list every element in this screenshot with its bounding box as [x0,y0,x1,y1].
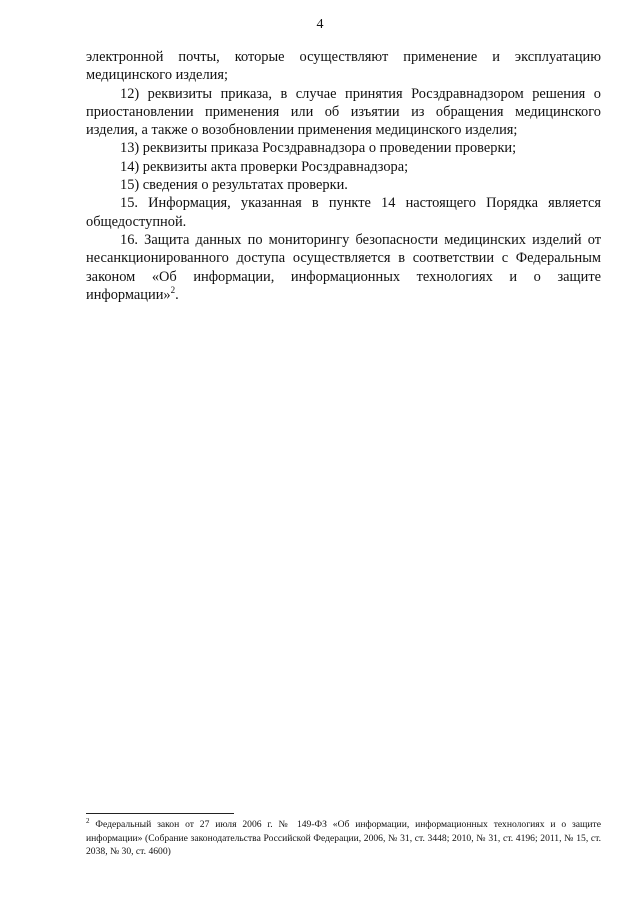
paragraph-item-15 [86,176,601,194]
paragraph-text: 16. Защита данных по мониторингу безопасности медицинских изделий от несанкционированного доступа осуществляется в соответствии с Федеральным законом «Об информации, информационных технологиях и о защите информации» [86,231,601,303]
paragraph-text: 14) реквизиты акта проверки Росздравнадзора; [120,158,409,175]
footnote-marker: 2 [86,817,90,825]
paragraph-item-12 [86,85,601,140]
paragraph-section-15 [86,194,601,231]
footnote [86,818,601,859]
footnote-text: Федеральный закон от 27 июля 2006 г. № 149-ФЗ «Об информации, информационных технологиях и о защите информации» (Собрание законодательства Российской Федерации, 2006, № 31, ст. 3448; 2010, № 31, ст. 4196; 2011, № 15, ст. 2038, № 30, ст. 4600) [86,819,601,857]
page-number: 4 [316,17,324,32]
paragraph-text: 15. Информация, указанная в пункте 14 настоящего Порядка является общедоступной. [86,195,601,230]
paragraph-suffix: . [175,286,179,303]
paragraph-item-13 [86,139,601,157]
paragraph-contact-continuation [86,48,601,85]
footnote-separator [86,813,234,814]
paragraph-text: 15) сведения о результатах проверки. [120,177,348,194]
paragraph-item-14 [86,158,601,176]
footnote-reference[interactable]: 2 [170,284,176,295]
main-text [86,48,601,304]
paragraph-text: 12) реквизиты приказа, в случае принятия Росздравнадзором решения о приостановлении применения или об изъятии из обращения медицинского изделия, а также о возобновлении применения медицинского изделия; [86,85,601,139]
paragraph-section-16 [86,231,601,304]
paragraph-text: электронной почты, которые осуществляют применение и эксплуатацию медицинского изделия; [86,49,601,84]
paragraph-text: 13) реквизиты приказа Росздравнадзора о проведении проверки; [120,140,517,157]
